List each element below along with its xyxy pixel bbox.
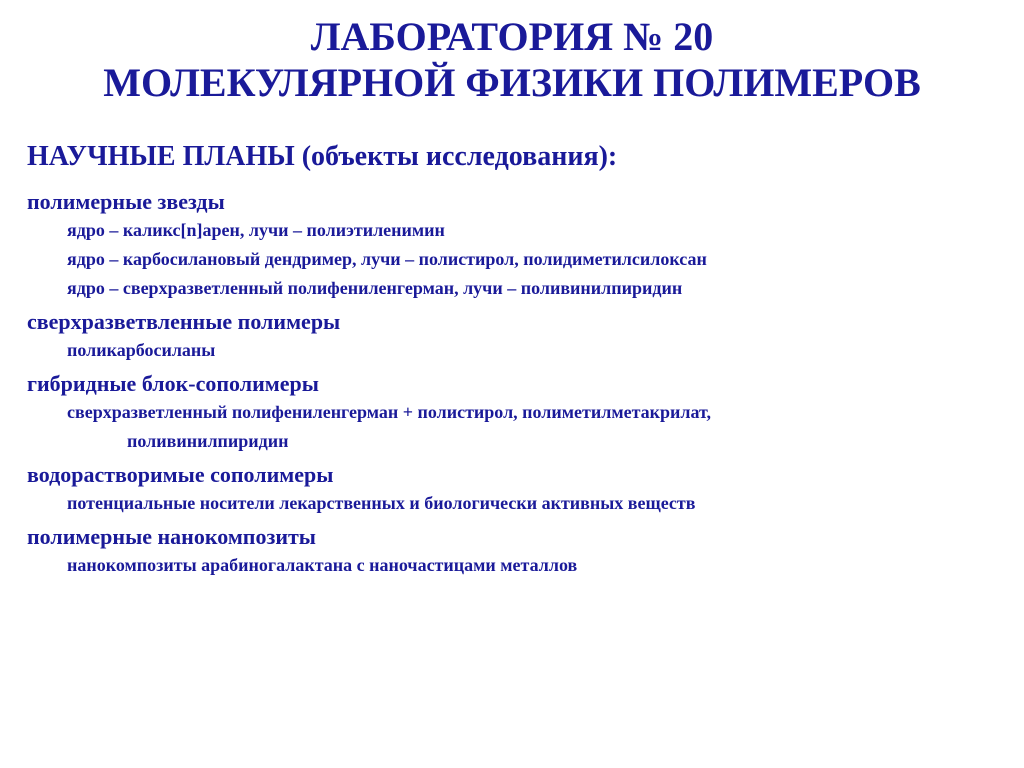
- topic-item: поликарбосиланы: [67, 340, 216, 360]
- topic-water-soluble-copolymers: [27, 461, 1017, 518]
- topic-polymer-stars: [27, 188, 1017, 303]
- topic-item: нанокомпозиты арабиногалактана с наночастицами металлов: [67, 555, 578, 575]
- topic-hyperbranched-polymers: [27, 308, 1017, 365]
- topic-item-text: сверхразветленный полифениленгерман + полистирол, полиметилметакрилат,: [67, 402, 712, 422]
- topic-item: ядро – сверхразветленный полифениленгерман, лучи – поливинилпиридин: [67, 278, 683, 298]
- title-line-1: ЛАБОРАТОРИЯ № 20: [310, 14, 714, 59]
- section-heading: НАУЧНЫЕ ПЛАНЫ (объекты исследования):: [27, 141, 618, 172]
- topic-hybrid-block-copolymers: [27, 370, 1017, 456]
- topic-title: полимерные звезды: [27, 189, 225, 214]
- title-line-2: МОЛЕКУЛЯРНОЙ ФИЗИКИ ПОЛИМЕРОВ: [103, 60, 921, 105]
- topic-polymer-nanocomposites: [27, 523, 1017, 580]
- topic-item: ядро – каликс[n]арен, лучи – полиэтиленимин: [67, 220, 445, 240]
- topic-item: потенциальные носители лекарственных и биологически активных веществ: [67, 493, 696, 513]
- topic-title: полимерные нанокомпозиты: [27, 524, 316, 549]
- topic-title: сверхразветвленные полимеры: [27, 309, 341, 334]
- topic-item-continuation: поливинилпиридин: [127, 431, 289, 451]
- topic-item: ядро – карбосилановый дендример, лучи – полистирол, полидиметилсилоксан: [67, 249, 707, 269]
- topic-title: гибридные блок-сополимеры: [27, 371, 319, 396]
- topic-item: [27, 398, 1017, 456]
- slide-title: [0, 14, 1024, 106]
- topic-title: водорастворимые сополимеры: [27, 462, 334, 487]
- research-topics: [27, 188, 1017, 585]
